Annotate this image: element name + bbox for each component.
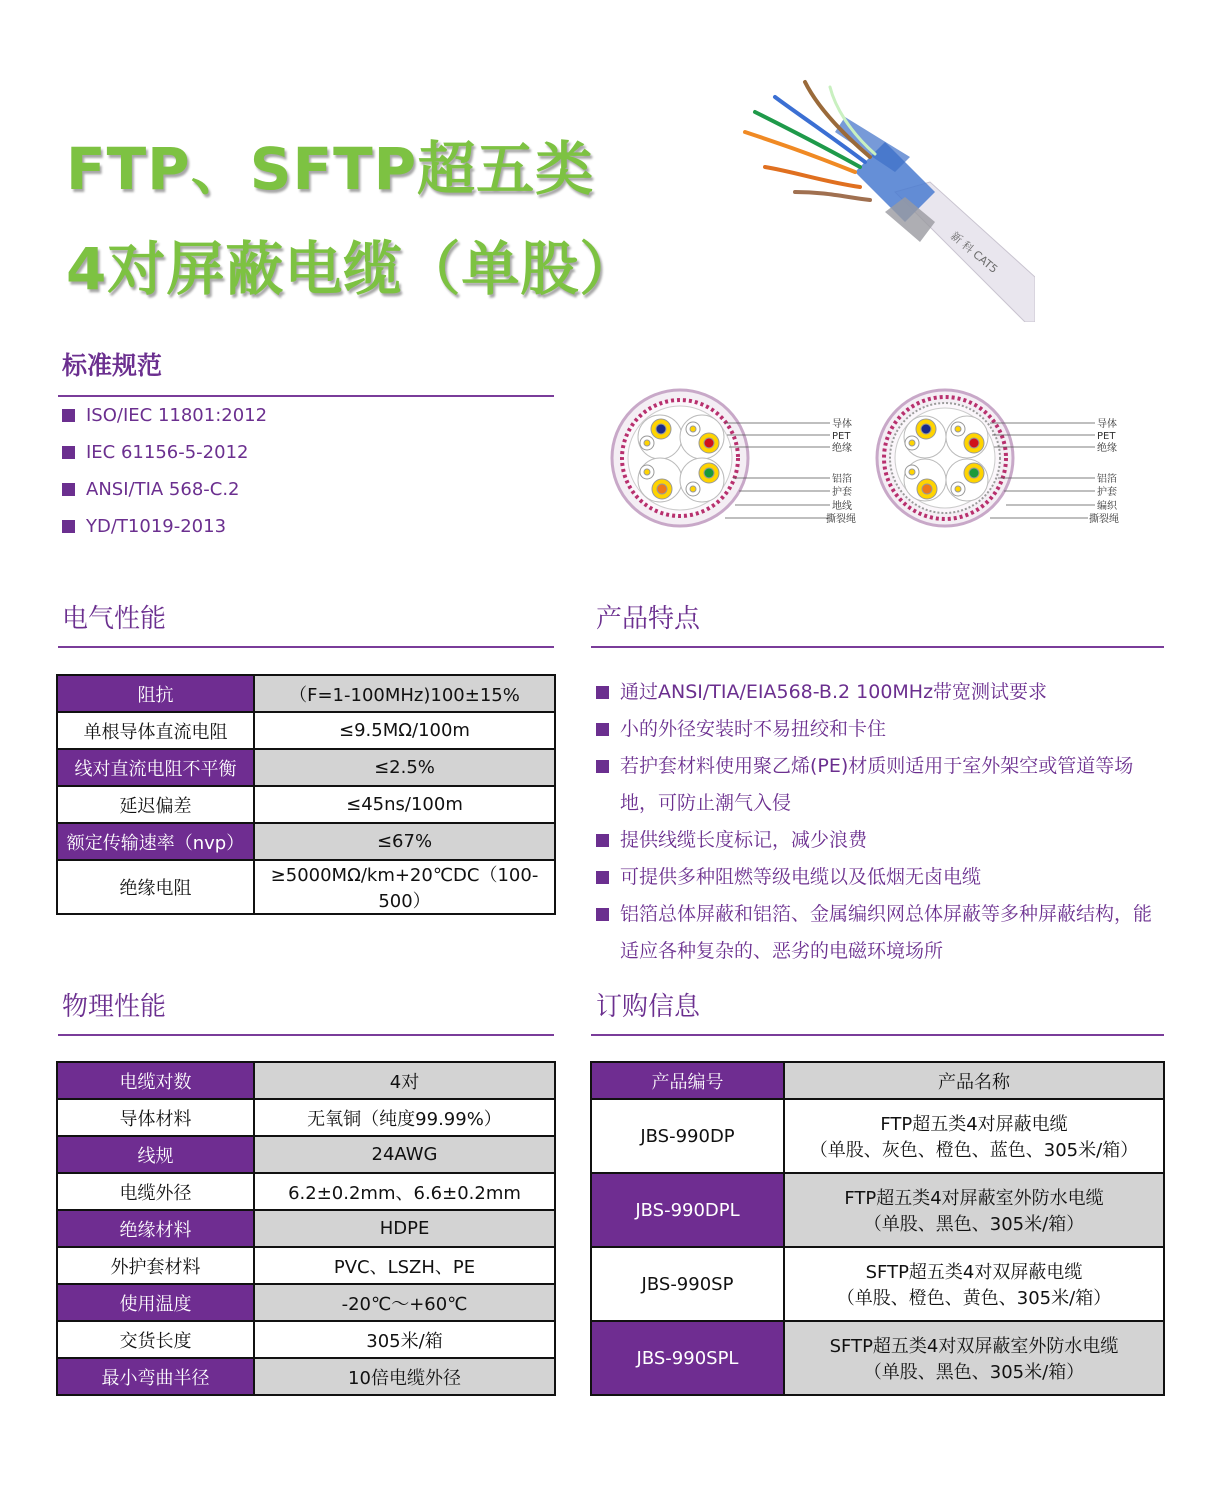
table-cell-value: 24AWG: [254, 1136, 555, 1173]
table-cell-label: 延迟偏差: [57, 786, 254, 823]
product-name-line1: SFTP超五类4对双屏蔽电缆: [865, 1262, 1083, 1283]
table-cell-value: ≤2.5%: [254, 749, 555, 786]
physical-table: [56, 1061, 556, 1396]
ftp-label: PET: [832, 431, 851, 442]
ordering-divider: [591, 1034, 1164, 1036]
electrical-table: [56, 674, 556, 915]
table-row: [57, 1247, 555, 1284]
table-cell-label: 绝缘材料: [57, 1210, 254, 1247]
standards-heading: 标准规范: [62, 351, 163, 380]
table-cell-label: 阻抗: [57, 675, 254, 712]
features-list: [596, 674, 1164, 970]
ftp-cross-section-diagram: [605, 385, 875, 535]
table-row: [57, 1321, 555, 1358]
standards-divider: [58, 395, 554, 397]
sftp-label: 导体: [1097, 419, 1117, 430]
table-cell-value: ≤67%: [254, 823, 555, 860]
features-item: 通过ANSI/TIA/EIA568-B.2 100MHz带宽测试要求: [596, 674, 1164, 711]
table-row: [591, 1099, 1164, 1173]
table-row: [57, 749, 555, 786]
features-item: 提供线缆长度标记，减少浪费: [596, 822, 1164, 859]
table-row: [57, 675, 555, 712]
table-row: [57, 1173, 555, 1210]
table-row: [57, 1062, 555, 1099]
product-name-line2: （单股、黑色、305米/箱）: [863, 1214, 1085, 1235]
product-name: [784, 1099, 1164, 1173]
ftp-label: 护套: [832, 487, 852, 498]
product-code: JBS-990DPL: [591, 1173, 784, 1247]
sftp-label: 铝箔: [1097, 474, 1117, 485]
table-cell-value: （F=1-100MHz)100±15%: [254, 675, 555, 712]
table-cell-label: 外护套材料: [57, 1247, 254, 1284]
table-row: [57, 1358, 555, 1395]
sftp-label: 编织: [1097, 501, 1117, 512]
product-code: JBS-990DP: [591, 1099, 784, 1173]
product-name-line1: FTP超五类4对屏蔽室外防水电缆: [844, 1188, 1104, 1209]
table-row: [57, 1284, 555, 1321]
table-cell-label: 单根导体直流电阻: [57, 712, 254, 749]
electrical-heading: 电气性能: [62, 604, 167, 634]
table-row: [57, 712, 555, 749]
standards-item: ANSI/TIA 568-C.2: [62, 478, 542, 515]
table-row: [591, 1173, 1164, 1247]
ftp-label: 铝箔: [832, 474, 852, 485]
product-name-line1: FTP超五类4对屏蔽电缆: [880, 1114, 1068, 1135]
ftp-label: 绝缘: [832, 443, 852, 454]
ftp-label: 导体: [832, 419, 852, 430]
ftp-label: 撕裂绳: [826, 514, 856, 525]
product-name: [784, 1173, 1164, 1247]
product-name-line2: （单股、橙色、黄色、305米/箱）: [836, 1288, 1112, 1309]
standards-item: ISO/IEC 11801:2012: [62, 404, 542, 441]
table-cell-label: 电缆对数: [57, 1062, 254, 1099]
table-cell-value: 305米/箱: [254, 1321, 555, 1358]
electrical-divider: [58, 646, 554, 648]
table-cell-value: 4对: [254, 1062, 555, 1099]
standards-item: IEC 61156-5-2012: [62, 441, 542, 478]
physical-heading: 物理性能: [62, 992, 167, 1022]
product-code: JBS-990SPL: [591, 1321, 784, 1395]
page-title-line2: 4对屏蔽电缆（单股）: [66, 235, 639, 303]
table-cell-label: 最小弯曲半径: [57, 1358, 254, 1395]
table-row: [57, 786, 555, 823]
table-cell-value: HDPE: [254, 1210, 555, 1247]
product-name-line2: （单股、灰色、橙色、蓝色、305米/箱）: [809, 1140, 1139, 1161]
features-item: 铝箔总体屏蔽和铝箔、金属编织网总体屏蔽等多种屏蔽结构，能适应各种复杂的、恶劣的电磁环境场所: [596, 896, 1164, 970]
table-cell-value: 无氧铜（纯度99.99%）: [254, 1099, 555, 1136]
svg-text:新 科 CAT5: 新 科 CAT5: [948, 229, 1001, 276]
table-header-row: [591, 1062, 1164, 1099]
table-row: [57, 860, 555, 914]
product-name-line1: SFTP超五类4对双屏蔽室外防水电缆: [829, 1336, 1119, 1357]
sftp-label: 绝缘: [1097, 443, 1117, 454]
sftp-cross-section-diagram: [870, 385, 1140, 535]
table-cell-value: -20℃～+60℃: [254, 1284, 555, 1321]
table-cell-value: ≥5000MΩ/km+20℃DC（100-500）: [254, 860, 555, 914]
table-row: [57, 1099, 555, 1136]
standards-list: [62, 404, 542, 552]
product-code: JBS-990SP: [591, 1247, 784, 1321]
features-item: 若护套材料使用聚乙烯(PE)材质则适用于室外架空或管道等场地，可防止潮气入侵: [596, 748, 1164, 822]
table-row: [57, 1136, 555, 1173]
column-header-code: 产品编号: [591, 1062, 784, 1099]
features-item: 小的外径安装时不易扭绞和卡住: [596, 711, 1164, 748]
cable-product-image: [735, 72, 1035, 322]
table-cell-value: ≤45ns/100m: [254, 786, 555, 823]
table-row: [591, 1321, 1164, 1395]
ordering-heading: 订购信息: [596, 992, 701, 1022]
table-cell-label: 线对直流电阻不平衡: [57, 749, 254, 786]
product-name-line2: （单股、黑色、305米/箱）: [863, 1362, 1085, 1383]
table-row: [57, 1210, 555, 1247]
table-cell-value: PVC、LSZH、PE: [254, 1247, 555, 1284]
table-cell-value: 6.2±0.2mm、6.6±0.2mm: [254, 1173, 555, 1210]
table-row: [591, 1247, 1164, 1321]
table-cell-label: 额定传输速率（nvp）: [57, 823, 254, 860]
features-heading: 产品特点: [596, 604, 701, 634]
product-name: [784, 1321, 1164, 1395]
table-cell-label: 交货长度: [57, 1321, 254, 1358]
page-title-line1: FTP、SFTP超五类: [66, 135, 595, 203]
sftp-label: PET: [1097, 431, 1116, 442]
features-item: 可提供多种阻燃等级电缆以及低烟无卤电缆: [596, 859, 1164, 896]
ftp-label: 地线: [832, 501, 852, 512]
table-row: [57, 823, 555, 860]
product-name: [784, 1247, 1164, 1321]
sftp-label: 护套: [1097, 487, 1117, 498]
table-cell-label: 导体材料: [57, 1099, 254, 1136]
standards-item: YD/T1019-2013: [62, 515, 542, 552]
table-cell-label: 绝缘电阻: [57, 860, 254, 914]
physical-divider: [58, 1034, 554, 1036]
table-cell-value: ≤9.5MΩ/100m: [254, 712, 555, 749]
table-cell-label: 电缆外径: [57, 1173, 254, 1210]
column-header-name: 产品名称: [784, 1062, 1164, 1099]
features-divider: [591, 646, 1164, 648]
sftp-label: 撕裂绳: [1089, 514, 1119, 525]
ordering-table: [590, 1061, 1165, 1396]
table-cell-label: 线规: [57, 1136, 254, 1173]
table-cell-label: 使用温度: [57, 1284, 254, 1321]
table-cell-value: 10倍电缆外径: [254, 1358, 555, 1395]
